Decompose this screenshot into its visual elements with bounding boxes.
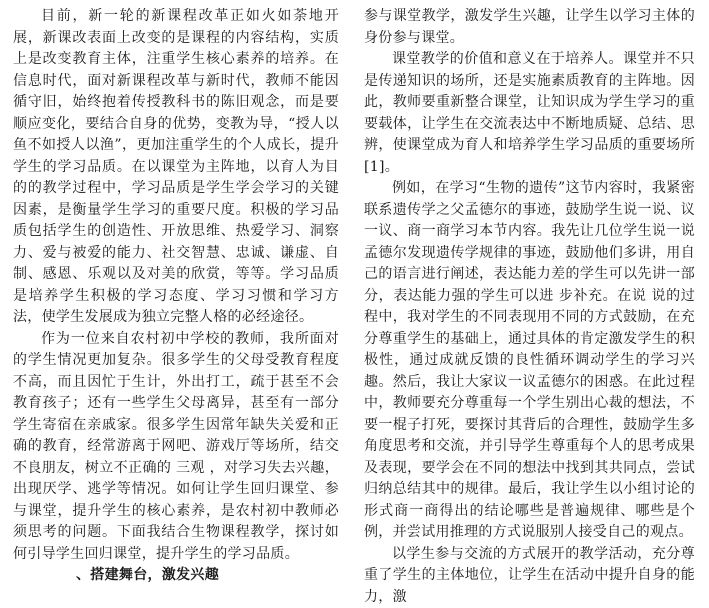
right-paragraph-1: 课堂教学的价值和意义在于培养人。课堂并不只是传递知识的场所，还是实施素质教育的主阵地。因此，教师要重新整合课堂，让知识成为学生学习的重要载体，让学生在交流表达中不断地质疑、总结、思辨，使课堂成为育人和培养学生学习品质的重要场所[1]。 xyxy=(364,49,695,178)
right-column xyxy=(364,6,695,608)
section-heading: 、搭建舞台，激发兴趣 xyxy=(13,565,339,587)
left-paragraph-1: 目前，新一轮的新课程改革正如火如荼地开展，新课改表面上改变的是课程的内容结构，实质上是改变教育主体，注重学生核心素养的培养。在信息时代，面对新课程改革与新时代，教师不能因循守旧，始终抱着传授教科书的陈旧观念，而是要顺应变化，要结合自身的优势，变教为导，“授人以鱼不如授人以渔”，更加注重学生的个人成长，提升学生的学习品质。在以课堂为主阵地，以育人为目的的教学过程中，学习品质是学生学会学习的关键因素，是衡量学生学习的重要尺度。积极的学习品质包括学生的创造性、开放思维、热爱学习、洞察力、爱与被爱的能力、社交智慧、忠诚、谦虚、自制、感恩、乐观以及对美的欣赏，等等。学习品质是培养学生积极的学习态度、学习习惯和学习方法，使学生发展成为独立完整人格的必经途径。 xyxy=(13,6,339,329)
right-paragraph-2: 例如，在学习“生物的遗传”这节内容时，我紧密联系遗传学之父孟德尔的事迹，鼓励学生说一说、议一议、商一商学习本节内容。我先让几位学生说一说孟德尔发现遗传学规律的事迹，鼓励他们多讲，用自己的语言进行阐述，表达能力差的学生可以先讲一部分，表达能力强的学生可以进 步补充。在说 说的过程中，我对学生的不同表现用不同的方式鼓励，在充分尊重学生的基础上，通过具体的肯定激发学生的积极性，通过成就反馈的良性循环调动学生的学习兴趣。然后，我让大家议一议孟德尔的困惑。在此过程中，教师要充分尊重每一个学生别出心裁的想法，不要一棍子打死，要探讨其背后的合理性，鼓励学生多角度思考和交流，并引导学生尊重每个人的思考成果及表现，要学会在不同的想法中找到其共同点，尝试归纳总结其中的规律。最后，我让学生以小组讨论的形式商一商得出的结论哪些是普遍规律、哪些是个例，并尝试用推理的方式说服别人接受自己的观点。 xyxy=(364,178,695,544)
left-paragraph-2: 作为一位来自农村初中学校的教师，我所面对的学生情况更加复杂。很多学生的父母受教育程度不高，而且因忙于生计，外出打工，疏于甚至不会教育孩子；还有一些学生父母离异，甚至有一部分学生寄宿在亲戚家。很多学生因常年缺失关爱和正确的教育，经常游离于网吧、游戏厅等场所，结交不良朋友，树立不正确的 三观 ，对学习失去兴趣，出现厌学、逃学等情况。如何让学生回归课堂、参与课堂，提升学生的核心素养，是农村初中教师必须思考的问题。下面我结合生物课程教学，探讨如何引导学生回归课堂，提升学生的学习品质。 xyxy=(13,329,339,566)
right-lead-paragraph: 参与课堂教学，激发学生兴趣，让学生以学习主体的身份参与课堂。 xyxy=(364,6,695,49)
left-column xyxy=(13,6,339,587)
right-paragraph-3: 以学生参与交流的方式展开的教学活动，充分尊重了学生的主体地位，让学生在活动中提升自身的能力，激 xyxy=(364,544,695,608)
